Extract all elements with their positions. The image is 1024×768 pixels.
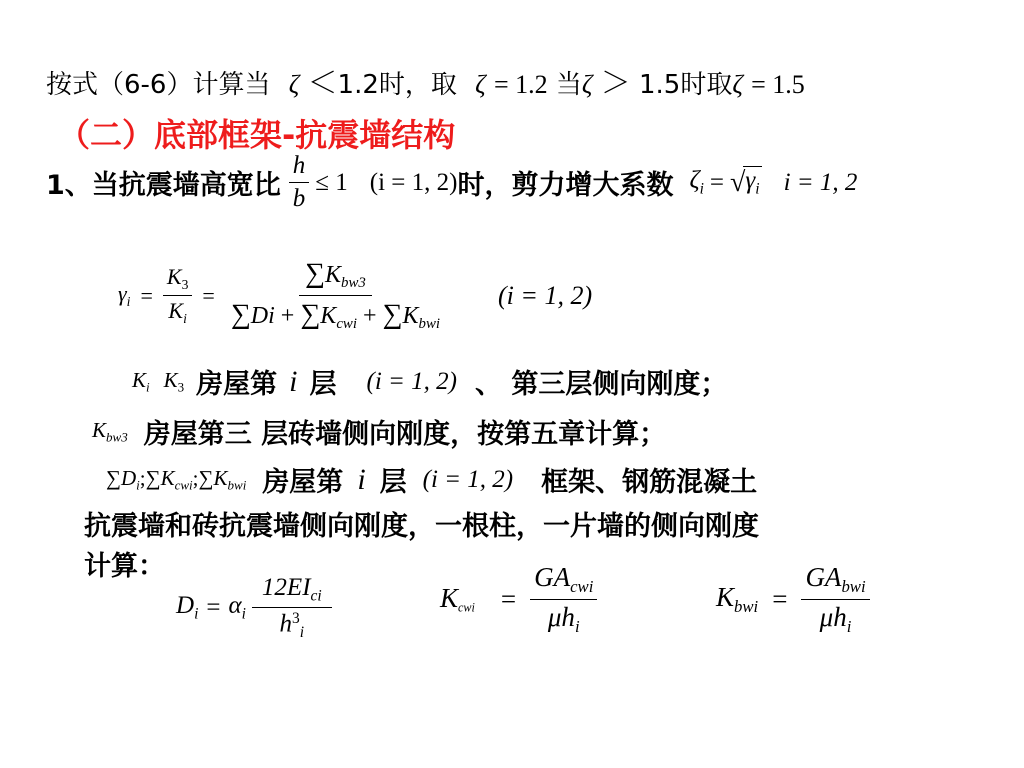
- less-than-symbol: ＜: [307, 66, 338, 101]
- definition-ki-k3: $K_i$ $K_3$ 房屋第 i 层 (i = 1, 2) 、 第三层侧向刚度；: [132, 364, 728, 400]
- definition-kbw3: $K_{bw3}$ 房屋第三 层砖墙侧向刚度，按第五章计算；: [92, 417, 667, 450]
- zeta-symbol: ζ: [732, 70, 743, 99]
- i-equals-1-2: i = 1, 2: [783, 168, 858, 196]
- definition-sums: $\sum D_i;\sum K_{cwi};\sum K_{bwi}$ 房屋第 i 层 (i = 1, 2) 框架、钢筋混凝土: [106, 462, 758, 498]
- value-1-5: = 1.5: [751, 70, 805, 99]
- continuation-line-1: 抗震墙和砖抗震墙侧向刚度，一根柱，一片墙的侧向刚度: [84, 511, 759, 542]
- formula-kbwi: $K_{bwi}$ = $\frac{GA_{bwi}}{\mu h_i}$: [716, 562, 870, 637]
- zeta-i: $\zeta_i$: [689, 166, 704, 198]
- equals: =: [140, 282, 153, 308]
- fraction-b: b: [292, 185, 306, 212]
- equals: =: [202, 282, 215, 308]
- gamma-formula: [118, 258, 592, 333]
- equals: =: [709, 168, 725, 196]
- line-3: [46, 152, 857, 213]
- i-range: (i = 1, 2): [369, 168, 458, 196]
- gamma-i: $\gamma_i$: [745, 167, 760, 198]
- i-range: (i = 1, 2): [498, 280, 593, 310]
- formula-kcwi: $K_{cwi}$ = $\frac{GA_{cwi}}{\mu h_i}$: [440, 562, 597, 637]
- stiffness-ratio-fraction: $\frac{\sum K_{bw3}}{\sum Di + \sum K_{cwi} + \sum K_{bwi}}$: [230, 258, 441, 333]
- line3-tail: 时，剪力增大系数: [457, 170, 674, 201]
- line1-text-c: 当: [555, 70, 582, 100]
- line1-text-b: 1.2时，取: [337, 70, 457, 100]
- zeta-symbol: ζ: [581, 70, 593, 99]
- sqrt-icon: √: [730, 166, 746, 198]
- continuation-line-2: 计算：: [84, 551, 165, 582]
- zeta-symbol: ζ: [288, 70, 300, 99]
- section-heading: （二）底部框架-抗震墙结构: [58, 116, 456, 154]
- line3-lead: 1、当抗震墙高宽比: [46, 170, 281, 201]
- line1-text-d: 1.5时取: [638, 70, 733, 100]
- formula-di: $D_i$ = $\alpha_i$ $\frac{12EI_{ci}}{h^3_i}$: [176, 574, 332, 642]
- gamma-i: $\gamma_i$: [118, 281, 131, 310]
- fraction-h: h: [289, 152, 310, 183]
- h-over-b-fraction: [289, 152, 310, 213]
- le-one: ≤ 1: [315, 168, 348, 196]
- line-1: [46, 58, 805, 102]
- k3-over-ki-fraction: $\frac{K_3}{K_i}$: [163, 264, 193, 327]
- zeta-symbol: ζ: [475, 70, 486, 99]
- line1-text-a: 按式（6-6）计算当: [46, 70, 271, 100]
- greater-than-symbol: ＞: [600, 66, 631, 101]
- value-1-2: = 1.2: [493, 70, 548, 99]
